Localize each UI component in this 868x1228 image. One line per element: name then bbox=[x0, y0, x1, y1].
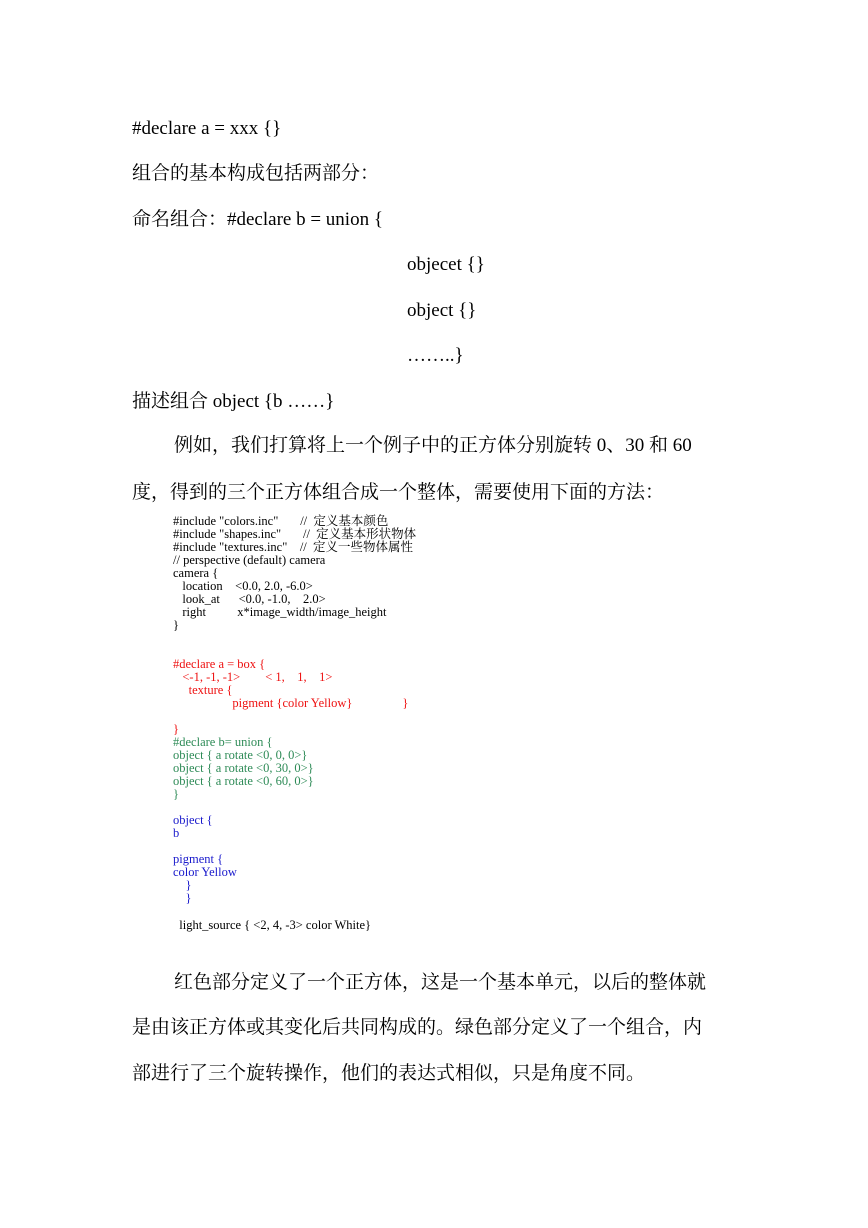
code-line-pigment-close: } bbox=[173, 878, 192, 892]
code-line-include-colors: #include "colors.inc" // 定义基本颜色 bbox=[173, 514, 389, 528]
code-line-pigment-open: pigment { bbox=[173, 852, 224, 866]
code-line-rotate-0: object { a rotate <0, 0, 0>} bbox=[173, 748, 308, 762]
declare-a-line: #declare a = xxx {} bbox=[132, 118, 282, 139]
code-line-camera-open: camera { bbox=[173, 566, 219, 580]
code-line-texture-open: texture { bbox=[173, 683, 233, 697]
code-line-look-at: look_at <0.0, -1.0, 2.0> bbox=[173, 592, 326, 606]
code-line-box-corners: <-1, -1, -1> < 1, 1, 1> bbox=[173, 670, 333, 684]
paragraph-2-line-1: 红色部分定义了一个正方体，这是一个基本单元，以后的整体就 bbox=[174, 972, 707, 993]
code-line-object-b: b bbox=[173, 826, 180, 840]
code-line-light-source: light_source { <2, 4, -3> color White} bbox=[173, 918, 372, 932]
code-line-include-shapes: #include "shapes.inc" // 定义基本形状物体 bbox=[173, 527, 417, 541]
code-line-declare-box: #declare a = box { bbox=[173, 657, 266, 671]
paragraph-2-line-2: 是由该正方体或其变化后共同构成的。绿色部分定义了一个组合，内 bbox=[132, 1017, 703, 1038]
code-line-object-open: object { bbox=[173, 813, 213, 827]
code-line-include-textures: #include "textures.inc" // 定义一些物体属性 bbox=[173, 540, 414, 554]
paragraph-1-line-1: 例如，我们打算将上一个例子中的正方体分别旋转 0、30 和 60 bbox=[174, 435, 692, 456]
object-line: object {} bbox=[407, 300, 477, 321]
code-line-location: location <0.0, 2.0, -6.0> bbox=[173, 579, 313, 593]
objecet-line: objecet {} bbox=[407, 254, 485, 275]
ellipsis-close-line: ……..} bbox=[407, 345, 464, 366]
code-line-declare-union: #declare b= union { bbox=[173, 735, 273, 749]
code-line-rotate-30: object { a rotate <0, 30, 0>} bbox=[173, 761, 314, 775]
code-line-box-close: } bbox=[173, 722, 179, 736]
code-line-rotate-60: object { a rotate <0, 60, 0>} bbox=[173, 774, 314, 788]
code-line-camera-close: } bbox=[173, 618, 179, 632]
describe-group-line: 描述组合 object {b ……} bbox=[132, 391, 335, 412]
paragraph-2-line-3: 部进行了三个旋转操作，他们的表达式相似，只是角度不同。 bbox=[132, 1063, 646, 1084]
code-line-right: right x*image_width/image_height bbox=[173, 605, 387, 619]
code-line-object-close: } bbox=[173, 891, 192, 905]
code-line-pigment-yellow: pigment {color Yellow} } bbox=[173, 696, 409, 710]
paragraph-1-line-2: 度，得到的三个正方体组合成一个整体，需要使用下面的方法： bbox=[132, 482, 665, 503]
code-line-camera-comment: // perspective (default) camera bbox=[173, 553, 326, 567]
named-group-line: 命名组合：#declare b = union { bbox=[132, 209, 383, 230]
code-line-color-yellow: color Yellow bbox=[173, 865, 237, 879]
code-line-union-close: } bbox=[173, 787, 179, 801]
group-intro-line: 组合的基本构成包括两部分： bbox=[132, 163, 380, 184]
